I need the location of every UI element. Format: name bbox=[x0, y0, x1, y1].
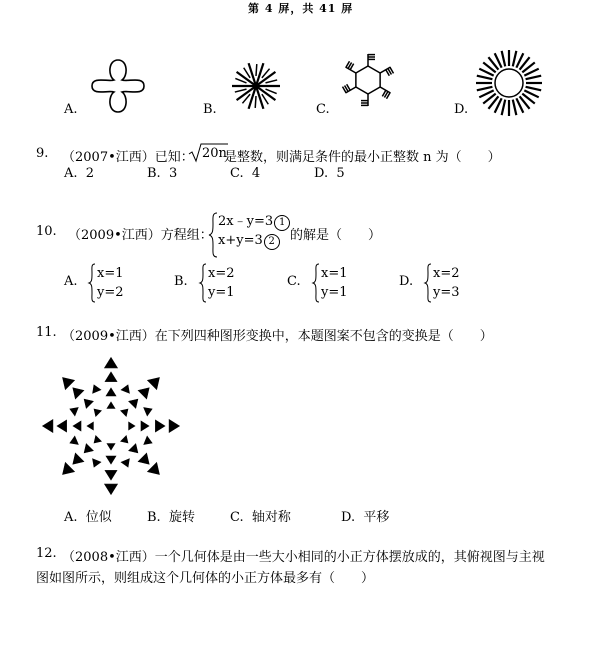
option-d-figure bbox=[474, 48, 544, 118]
q9-option-d: D. 5 bbox=[314, 166, 345, 181]
option-b-figure bbox=[228, 58, 284, 114]
q10-option-c-system: x=1 y=1 bbox=[321, 266, 348, 300]
q10-option-b-brace bbox=[199, 263, 207, 303]
q10-option-d-system: x=2 y=3 bbox=[433, 266, 460, 300]
q12-number: 12. bbox=[36, 546, 57, 561]
q11-option-a: A. 位似 bbox=[64, 510, 112, 525]
option-c-figure bbox=[338, 48, 398, 110]
q8-option-c-label: C. bbox=[316, 102, 330, 117]
q9-radicand: 20n bbox=[202, 146, 227, 161]
q8-option-d-label: D. bbox=[454, 102, 469, 117]
q10-option-b-label: B. bbox=[174, 274, 188, 289]
q10-option-b-system: x=2 y=1 bbox=[208, 266, 235, 300]
q10-option-a-system: x=1 y=2 bbox=[97, 266, 124, 300]
q12-line1: （2008•江西）一个几何体是由一些大小相同的小正方体摆放成的，其俯视图与主视 bbox=[62, 550, 545, 565]
q11-option-b: B. 旋转 bbox=[147, 510, 195, 525]
q12-line2: 图如图所示，则组成这个几何体的小正方体最多有（ ） bbox=[36, 571, 375, 586]
q10-option-a-label: A. bbox=[64, 274, 78, 289]
q10-source: （2009•江西）方程组： bbox=[68, 228, 213, 243]
q10-option-c-brace bbox=[312, 263, 320, 303]
option-a-figure bbox=[88, 56, 148, 116]
q10-system: 2x﹣y=3 1 x+y=3 2 bbox=[218, 212, 290, 250]
q10-option-a-brace bbox=[88, 263, 96, 303]
q11-option-c: C. 轴对称 bbox=[230, 510, 291, 525]
q10-rest: 的解是（ ） bbox=[290, 228, 382, 243]
q10-brace bbox=[208, 212, 218, 258]
q8-option-a-label: A. bbox=[64, 102, 78, 117]
q9-number: 9. bbox=[36, 146, 49, 161]
q10-option-d-label: D. bbox=[399, 274, 414, 289]
q9-option-a: A. 2 bbox=[64, 166, 95, 181]
q11-text: （2009•江西）在下列四种图形变换中，本题图案不包含的变换是（ ） bbox=[62, 329, 493, 344]
q10-option-c-label: C. bbox=[287, 274, 301, 289]
q9-option-b: B. 3 bbox=[147, 166, 178, 181]
q10-option-d-brace bbox=[424, 263, 432, 303]
q11-option-d: D. 平移 bbox=[341, 510, 390, 525]
q10-number: 10. bbox=[36, 224, 57, 239]
page-header: 第 4 屏，共 41 屏 bbox=[248, 2, 354, 15]
q11-pattern-figure bbox=[36, 356, 186, 496]
q11-number: 11. bbox=[36, 325, 57, 340]
q9-rest: 是整数，则满足条件的最小正整数 n 为（ ） bbox=[224, 150, 501, 165]
q9-option-c: C. 4 bbox=[230, 166, 261, 181]
q9-source: （2007•江西）已知： bbox=[62, 150, 194, 165]
q8-option-b-label: B. bbox=[203, 102, 217, 117]
